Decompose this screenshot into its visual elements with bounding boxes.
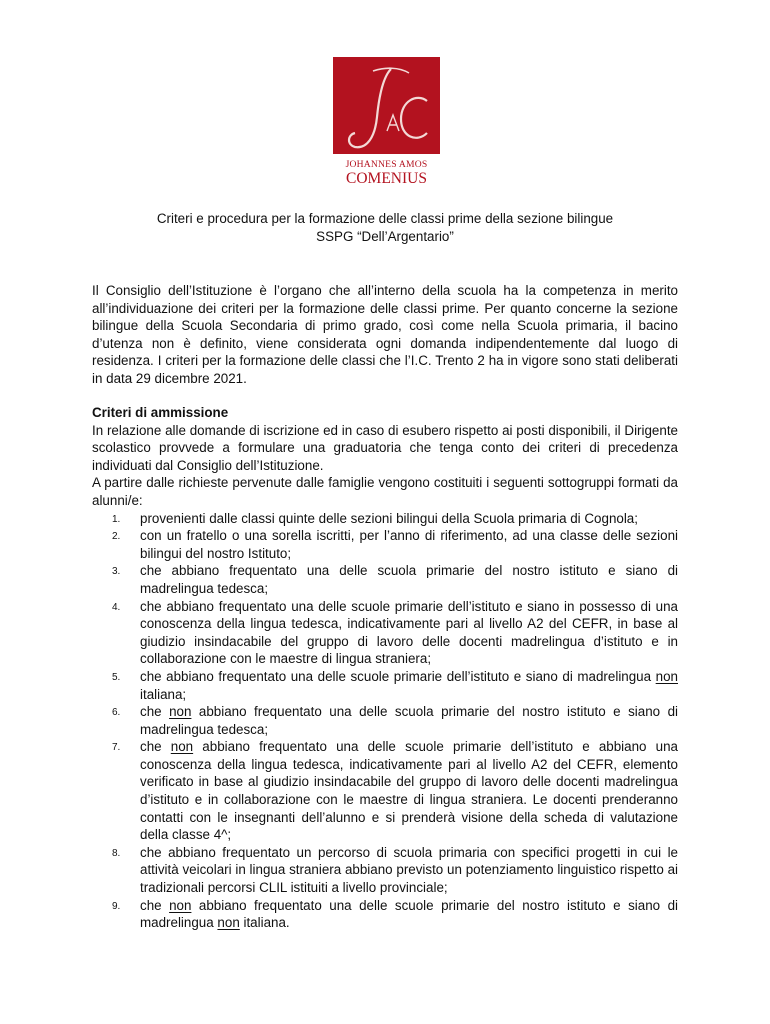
list-item-number: 4. [112,601,121,613]
list-item [92,668,678,703]
list-item [92,703,678,738]
list-item-number: 9. [112,900,121,912]
underlined-non: non [169,704,192,720]
document-title [92,210,678,246]
list-item-text-post: abbiano frequentato una delle scuola primarie del nostro istituto e siano di madrelingua tedesca; [140,704,678,737]
underlined-non: non [655,668,678,684]
list-item-number: 5. [112,671,121,683]
list-item-text-post: abbiano frequentato una delle scuole primarie dell’istituto e abbiano una conoscenza della lingua tedesca, indicativamente pari al livello A2 del CEFR, elemento verificato in base al giudizio insindacabile del gruppo di lavoro delle docenti madrelingua d’istituto e in collaborazione con le maestre di lingua straniera. Le docenti prenderanno contatti con le insegnanti dell’alunno e si prenderà visione della scheda di valutazione della classe 4^; [140,739,678,843]
title-line-1: Criteri e procedura per la formazione delle classi prime della sezione bilingue [156,211,614,226]
list-item-number: 1. [112,513,121,525]
list-item-number: 8. [112,847,121,859]
comenius-logo-graphic [333,57,440,186]
list-item-text: che abbiano frequentato un percorso di scuola primaria con specifici progetti in cui le attività veicolari in lingua straniera abbiano previsto un potenziamento linguistico rispetto ai tradizionali percorsi CLIL istituiti a livello provinciale; [140,844,678,896]
section-paragraph-2: A partire dalle richieste pervenute dalle famiglie vengono costituiti i seguenti sottogruppi formati da alunni/e: [92,475,678,508]
list-item-text-pre: che [140,897,170,913]
list-item [92,510,678,528]
list-item-text-post: italiana; [140,686,187,702]
list-item-text: provenienti dalle classi quinte delle sezioni bilingui della Scuola primaria di Cognola; [140,510,638,526]
list-item-text-pre: che abbiano frequentato una delle scuole primarie dell’istituto e siano di madrelingua [140,668,656,684]
list-item-text-pre: che [140,739,171,755]
title-line-2: SSPG “Dell’Argentario” [316,229,454,244]
comenius-logo [333,57,440,186]
list-item-number: 6. [112,707,121,719]
intro-paragraph: Il Consiglio dell’Istituzione è l’organo che all’interno della scuola ha la competenza in merito all’individuazione dei criteri per la formazione delle classi prime. Per quanto concerne la sezione bilingue della Scuola Secondaria di primo grado, così come nella Scuola primaria, il bacino d’utenza non è definito, viene considerata ogni domanda indipendentemente dal luogo di residenza. I criteri per la formazione delle classi che l’I.C. Trento 2 ha in vigore sono stati deliberati in data 29 dicembre 2021. [92,283,678,386]
list-item-text-mid: abbiano frequentato una delle scuole primarie del nostro istituto e siano di madrelingua [140,897,678,931]
list-item [92,844,678,897]
list-item [92,527,678,562]
logo-line1: JOHANNES AMOS [345,159,428,170]
admission-criteria-section [92,404,678,932]
list-item-text-post: italiana. [239,915,290,931]
section-heading: Criteri di ammissione [92,405,229,420]
logo-line2: COMENIUS [346,170,427,186]
underlined-non: non [169,897,192,913]
list-item-text: che abbiano frequentato una delle scuole primarie dell’istituto e siano in possesso di una conoscenza della lingua tedesca, indicativamente pari al livello A2 del CEFR, in base al giudizio insindacabile del gruppo di lavoro delle docenti madrelingua d’istituto e in collaborazione con le maestre di lingua straniera; [140,598,678,667]
list-item-text: che abbiano frequentato una delle scuola primarie del nostro istituto e siano di madrelingua tedesca; [140,563,678,596]
criteria-list [92,510,678,932]
underlined-non: non [217,915,240,931]
section-paragraph-1: In relazione alle domande di iscrizione ed in caso di esubero rispetto ai posti disponibili, il Dirigente scolastico provvede a formulare una graduatoria che tenga conto dei criteri di precedenza individuati dal Consiglio dell’Istituzione. [92,422,678,473]
list-item-number: 7. [112,742,121,754]
list-item-text-pre: che [140,704,170,720]
list-item [92,738,678,844]
list-item-number: 3. [112,566,121,578]
list-item-number: 2. [112,531,121,543]
list-item [92,598,678,668]
underlined-non: non [170,739,194,755]
list-item [92,562,678,597]
list-item-text: con un fratello o una sorella iscritti, per l’anno di riferimento, ad una classe delle sezioni bilingui del nostro Istituto; [140,528,678,561]
list-item [92,897,678,932]
